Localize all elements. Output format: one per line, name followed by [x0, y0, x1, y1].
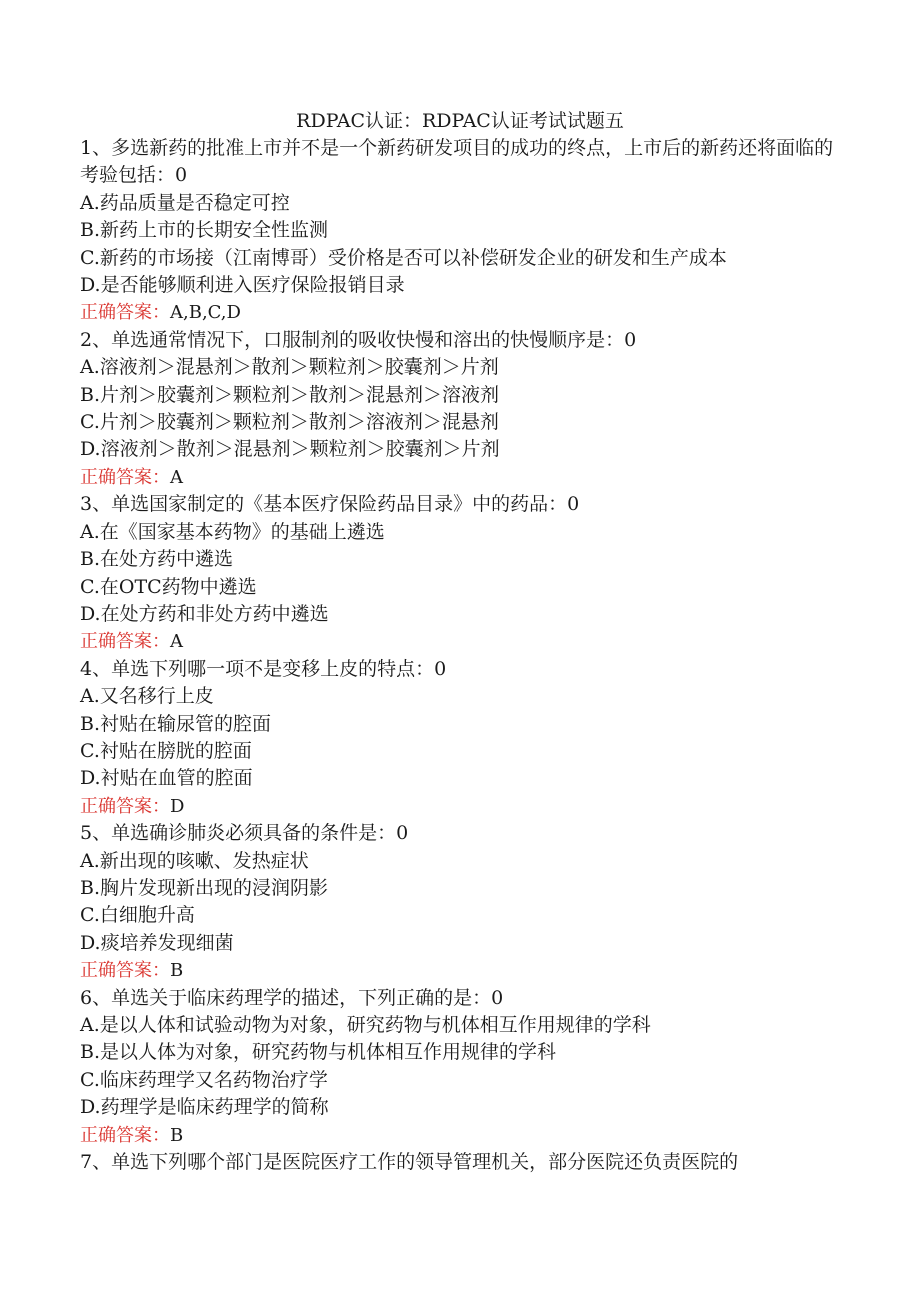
- question-stem: 2、单选通常情况下，口服制剂的吸收快慢和溶出的快慢顺序是：0: [80, 328, 637, 351]
- question-block: [80, 491, 840, 655]
- answer-label: 正确答案：: [80, 1124, 170, 1146]
- option-b: B.新药上市的长期安全性监测: [80, 219, 329, 242]
- question-stem: 4、单选下列哪一项不是变移上皮的特点：0: [80, 657, 447, 680]
- answer-value: D: [170, 795, 185, 817]
- option-c: C.衬贴在膀胱的腔面: [80, 739, 252, 762]
- option-a: A.是以人体和试验动物为对象，研究药物与机体相互作用规律的学科: [80, 1014, 651, 1036]
- answer-value: A: [170, 466, 183, 488]
- answer-value: B: [170, 960, 184, 982]
- option-c: C.新药的市场接（江南博哥）受价格是否可以补偿研发企业的研发和生产成本: [80, 246, 727, 269]
- question-block: [80, 135, 840, 327]
- question-list: [80, 135, 840, 1176]
- option-d: D.痰培养发现细菌: [80, 931, 234, 954]
- option-a: A.药品质量是否稳定可控: [80, 191, 290, 214]
- option-b: B.是以人体为对象，研究药物与机体相互作用规律的学科: [80, 1041, 557, 1064]
- correct-answer: [80, 793, 840, 820]
- option-d: D.药理学是临床药理学的简称: [80, 1096, 329, 1119]
- question-stem: 7、单选下列哪个部门是医院医疗工作的领导管理机关，部分医院还负责医院的: [80, 1151, 739, 1174]
- correct-answer: [80, 957, 840, 984]
- option-d: D.溶液剂＞散剂＞混悬剂＞颗粒剂＞胶囊剂＞片剂: [80, 438, 500, 461]
- option-a: A.又名移行上皮: [80, 685, 214, 708]
- answer-value: B: [170, 1124, 184, 1146]
- option-a: A.溶液剂＞混悬剂＞散剂＞颗粒剂＞胶囊剂＞片剂: [80, 356, 499, 379]
- answer-label: 正确答案：: [80, 302, 170, 324]
- correct-answer: [80, 299, 840, 326]
- answer-label: 正确答案：: [80, 960, 170, 982]
- question-block: [80, 820, 840, 984]
- correct-answer: [80, 628, 840, 655]
- option-a: A.新出现的咳嗽、发热症状: [80, 849, 309, 872]
- question-stem: 3、单选国家制定的《基本医疗保险药品目录》中的药品：0: [80, 493, 580, 516]
- option-a: A.在《国家基本药物》的基础上遴选: [80, 520, 385, 543]
- question-block: [80, 1149, 840, 1176]
- question-block: [80, 327, 840, 491]
- option-c: C.临床药理学又名药物治疗学: [80, 1068, 328, 1091]
- answer-value: A,B,C,D: [170, 302, 241, 324]
- option-c: C.在OTC药物中遴选: [80, 575, 257, 598]
- question-stem: 6、单选关于临床药理学的描述，下列正确的是：0: [80, 986, 504, 1009]
- option-c: C.片剂＞胶囊剂＞颗粒剂＞散剂＞溶液剂＞混悬剂: [80, 411, 499, 434]
- answer-label: 正确答案：: [80, 631, 170, 653]
- answer-label: 正确答案：: [80, 466, 170, 488]
- question-block: [80, 656, 840, 820]
- answer-value: A: [170, 631, 183, 653]
- option-b: B.胸片发现新出现的浸润阴影: [80, 876, 329, 899]
- option-b: B.片剂＞胶囊剂＞颗粒剂＞散剂＞混悬剂＞溶液剂: [80, 383, 500, 406]
- option-b: B.衬贴在输尿管的腔面: [80, 712, 272, 735]
- answer-label: 正确答案：: [80, 795, 170, 817]
- option-d: D.衬贴在血管的腔面: [80, 767, 253, 790]
- question-stem: 1、多选新药的批准上市并不是一个新药研发项目的成功的终点，上市后的新药还将面临的考验包括：0: [80, 137, 834, 187]
- correct-answer: [80, 1122, 840, 1149]
- document-title: RDPAC认证：RDPAC认证考试试题五: [296, 110, 624, 132]
- option-d: D.是否能够顺利进入医疗保险报销目录: [80, 274, 405, 297]
- question-block: [80, 985, 840, 1149]
- option-c: C.白细胞升高: [80, 904, 195, 927]
- option-b: B.在处方药中遴选: [80, 548, 234, 571]
- correct-answer: [80, 464, 840, 491]
- option-d: D.在处方药和非处方药中遴选: [80, 602, 329, 625]
- question-stem: 5、单选确诊肺炎必须具备的条件是：0: [80, 822, 409, 845]
